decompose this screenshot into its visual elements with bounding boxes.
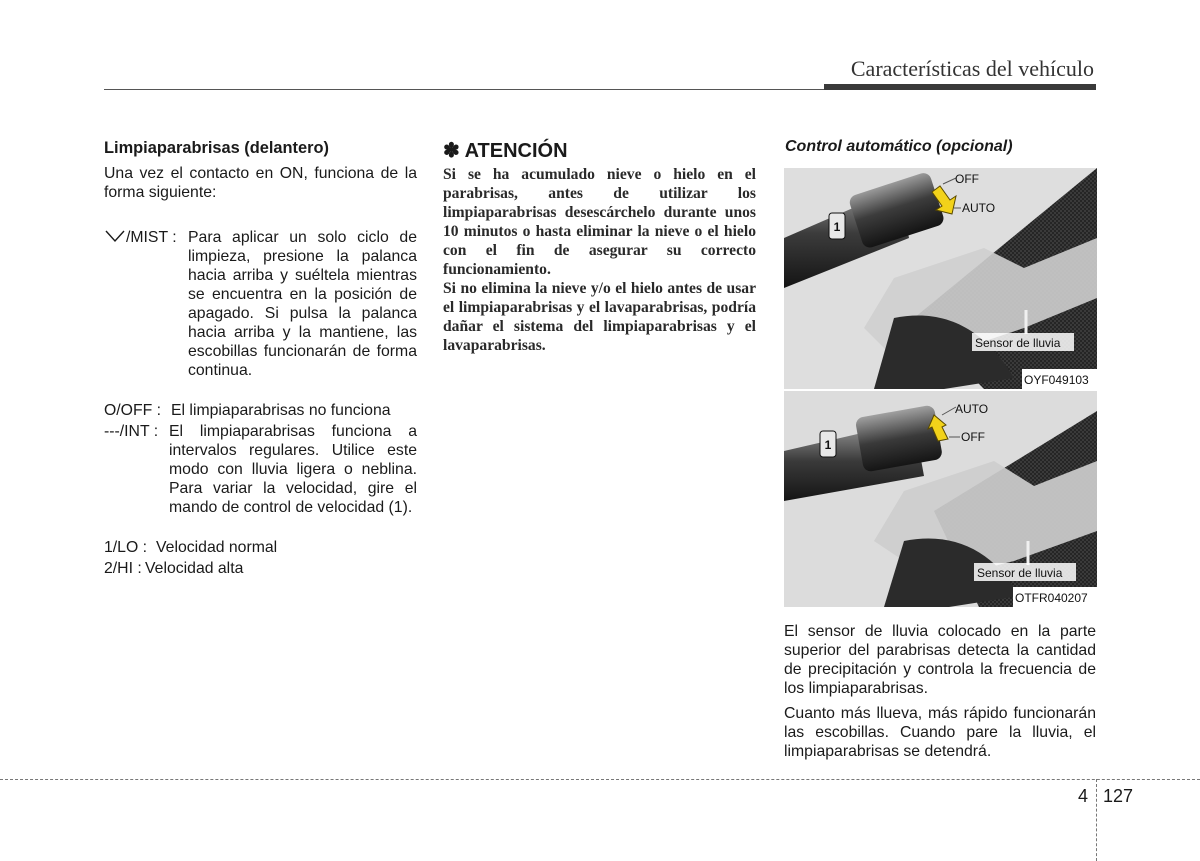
figure-code: OYF049103 [1024, 373, 1089, 387]
footer-rule [0, 779, 1200, 780]
off-term: O/OFF : [104, 402, 162, 419]
lo-term: 1/LO : [104, 539, 148, 556]
label-auto: AUTO [962, 201, 996, 215]
mist-term-label: /MIST : [126, 229, 177, 246]
figure-caption: Control automático (opcional) [785, 138, 1013, 155]
int-item [104, 422, 417, 537]
wiper-lever-figure-2 [784, 391, 1097, 607]
knob-number: 1 [824, 438, 832, 452]
rain-paragraph-2: Cuanto más llueva, más rápido funcionarán las escobillas. Cuando pare la lluvia, el limpiaparabrisas se detendrá. [784, 705, 1096, 760]
warning-paragraph-1: Si se ha acumulado nieve o hielo en el parabrisas, antes de utilizar los limpiaparabrisas desescárchelo durante unos 10 minutos o hasta eliminar la nieve o el hielo con el fin de asegurar su correcto funcionamiento. [443, 166, 756, 278]
off-description: El limpiaparabrisas no funciona [171, 402, 391, 419]
int-description: El limpiaparabrisas funciona a intervalos regulares. Utilice este modo con lluvia ligera o neblina. Para variar la velocidad, gire el mando de control de velocidad (1). [169, 423, 417, 516]
section-title: Limpiaparabrisas (delantero) [104, 139, 329, 157]
intro-paragraph: Una vez el contacto en ON, funciona de la forma siguiente: [104, 165, 417, 201]
footer-divider [1096, 779, 1097, 861]
page-number: 127 [1103, 786, 1134, 806]
label-auto: AUTO [955, 402, 989, 416]
label-off: OFF [955, 172, 979, 186]
header-rule-bold [824, 84, 1096, 90]
int-term: ---/INT : [104, 423, 159, 440]
wiper-lever-figure-1 [784, 168, 1097, 389]
running-header: Características del vehículo [850, 56, 1094, 81]
off-item [104, 401, 417, 421]
mist-description: Para aplicar un solo ciclo de limpieza, presione la palanca hacia arriba y suéltela mientras se encuentra en la posición de apagado. Si pulsa la palanca hacia arriba y la mantiene, las escobillas funcionarán de forma continua. [188, 229, 417, 379]
header-rule [104, 89, 824, 90]
chapter-number: 4 [1078, 786, 1089, 806]
mist-term [104, 228, 177, 247]
lo-description: Velocidad normal [156, 539, 278, 556]
warning-body [443, 165, 756, 355]
figure-code: OTFR040207 [1015, 591, 1088, 605]
hi-item [104, 559, 417, 579]
knob-number: 1 [833, 220, 841, 234]
label-off: OFF [961, 430, 985, 444]
hi-term: 2/HI : [104, 560, 142, 577]
mist-item [104, 228, 417, 398]
rain-sensor-label: Sensor de lluvia [975, 336, 1061, 350]
warning-title: ✽ ATENCIÓN [443, 140, 568, 162]
rain-sensor-description [784, 622, 1096, 767]
rain-sensor-label: Sensor de lluvia [977, 566, 1063, 580]
mist-symbol-icon [104, 229, 126, 243]
rain-paragraph-1: El sensor de lluvia colocado en la parte superior del parabrisas detecta la cantidad de precipitación y controla la frecuencia de los limpiaparabrisas. [784, 623, 1096, 697]
hi-description: Velocidad alta [145, 560, 244, 577]
warning-paragraph-2: Si no elimina la nieve y/o el hielo antes de usar el limpiaparabrisas y el lavaparabrisas, podría dañar el sistema del limpiaparabrisas y el lavaparabrisas. [443, 280, 756, 354]
lo-item [104, 538, 417, 558]
